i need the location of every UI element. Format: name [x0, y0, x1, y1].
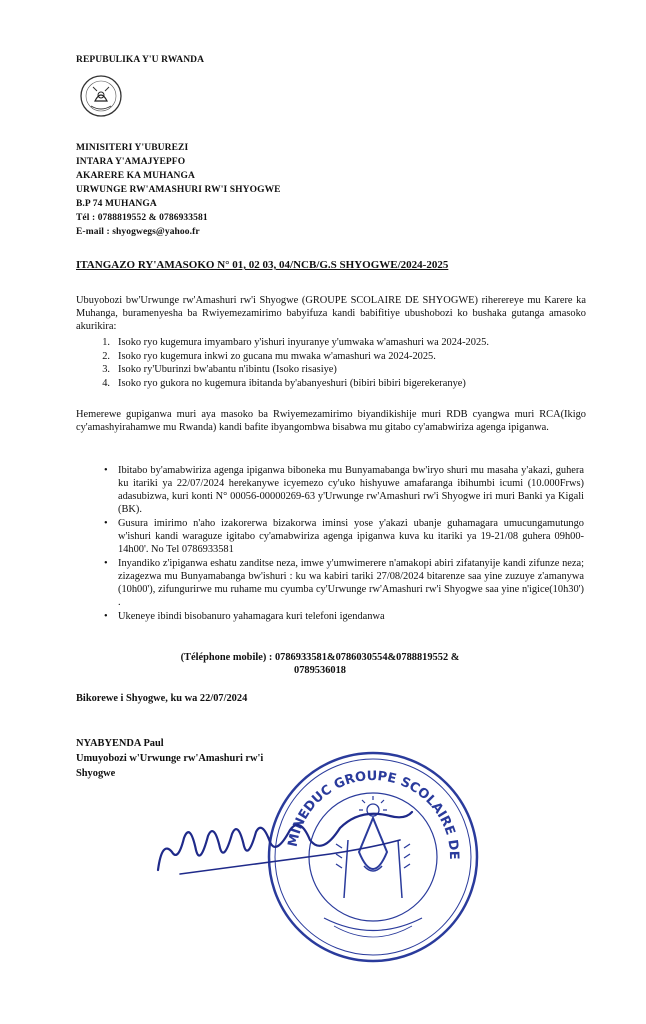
list-text: Isoko ryo kugemura inkwi zo gucana mu mwaka w'amashuri wa 2024-2025. [118, 350, 436, 362]
list-item [104, 610, 584, 623]
province-name: INTARA Y'AMAJYEPFO [76, 157, 186, 167]
bullet-icon: • [104, 465, 108, 476]
rwanda-coat-of-arms-icon [78, 73, 124, 119]
telephone: Tél : 0788819552 & 0786933581 [76, 213, 208, 223]
list-number: 4. [102, 377, 110, 389]
district-name: AKARERE KA MUHANGA [76, 171, 195, 181]
list-text: Isoko ryo gukora no kugemura ibitanda by'abanyeshuri (bibiri bibiri bigerekeranye) [118, 377, 466, 389]
list-text: Gusura imirimo n'aho izakorerwa bizakorwa iminsi yose y'akazi ubanje guhamagara umucungamutungo w'ishuri kandi waraguze igitabo cy'amabwiriza agenga ipiganwa kuva ku itariki ya 19-21/08 guhera 09h00-14h00'. No Tel 0786933581 [118, 518, 584, 555]
list-item [104, 464, 584, 516]
bullet-icon: • [104, 558, 108, 569]
stamp-text: MINEDUC GROUPE SCOLAIRE DE [285, 768, 462, 860]
place-date: Bikorewe i Shyogwe, ku wa 22/07/2024 [76, 693, 248, 704]
list-item [82, 336, 489, 350]
invitation-paragraph: Hemerewe gupiganwa muri aya masoko ba Rwiyemezamirimo biyandikishije muri RDB cyangwa muri RCA(Ikigo cy'amashyirahamwe mu Rwanda) kandi bafite ibyangombwa bisabwa mu gitabo cy'amabwiriza agenga ipiganwa. [76, 409, 586, 433]
po-box: B.P 74 MUHANGA [76, 199, 157, 209]
signatory-name: NYABYENDA Paul [76, 738, 164, 749]
signatory-role-cont: Shyogwe [76, 768, 116, 779]
list-number: 1. [102, 337, 110, 348]
list-item [104, 517, 584, 556]
notice-title: ITANGAZO RY'AMASOKO N° 01, 02 03, 04/NCB/G.S SHYOGWE/2024-2025 [76, 259, 449, 271]
phone-numbers: (Téléphone mobile) : 0786933581&0786030554&0788819552 & 0789536018 [180, 652, 460, 676]
list-text: Isoko ry'Uburinzi bw'abantu n'ibintu (Isoko risasiye) [118, 364, 337, 375]
list-item [82, 377, 489, 391]
list-text: Inyandiko z'ipiganwa eshatu zanditse neza, imwe y'umwimerere n'amakopi abiri zifatanyije kandi zifunze neza; zizagezwa mu Bunyamabanga bw'ishuri : ku wa kabiri tariki 27/08/2024 bitarenze saa yine zuzuye z'amanywa (10h00'), zifungurirwe mu ruhame mu cyumba cy'Urwunge rw'Amashuri rw'i Shyogwe saa yine n'igice(10h30') . [118, 558, 584, 608]
list-text: Isoko ryo kugemura imyambaro y'ishuri inyuranye y'umwaka w'amashuri wa 2024-2025. [118, 337, 489, 348]
list-item [82, 363, 489, 377]
list-item [104, 557, 584, 609]
list-number: 2. [102, 350, 110, 362]
intro-paragraph: Ubuyobozi bw'Urwunge rw'Amashuri rw'i Shyogwe (GROUPE SCOLAIRE DE SHYOGWE) riherereye mu Karere ka Muhanga, buramenyesha ba Rwiyemezamirimo babyifuza kandi babifitiye ubushobozi ko bushaka gutanga amasoko akurikira: [76, 295, 586, 332]
conditions-list [104, 464, 584, 624]
signature [150, 800, 420, 890]
bullet-icon: • [104, 611, 108, 622]
email: E-mail : shyogwegs@yahoo.fr [76, 227, 200, 237]
school-name: URWUNGE RW'AMASHURI RW'I SHYOGWE [76, 185, 281, 195]
list-text: Ukeneye ibindi bisobanuro yahamagara kuri telefoni igendanwa [118, 611, 385, 622]
tender-list [82, 336, 489, 390]
list-item [82, 350, 489, 364]
list-text: Ibitabo by'amabwiriza agenga ipiganwa biboneka mu Bunyamabanga bw'iryo shuri mu masaha y'akazi, guhera ku itariki ya 22/07/2024 herekanywe icyemezo cy'uko hishyuwe amafaranga ibihumbi icumi (10.000Frws) adasubizwa, kuri konti N° 00056-00000269-63 y'Urwunge rw'Amashuri rw'i Shyogwe iri muri Banki ya Kigali (BK). [118, 465, 584, 515]
ministry-name: MINISITERI Y'UBUREZI [76, 143, 189, 153]
republic-name: REPUBULIKA Y'U RWANDA [76, 55, 205, 65]
list-number: 3. [102, 364, 110, 375]
bullet-icon: • [104, 518, 108, 529]
signatory-role: Umuyobozi w'Urwunge rw'Amashuri rw'i [76, 753, 264, 764]
